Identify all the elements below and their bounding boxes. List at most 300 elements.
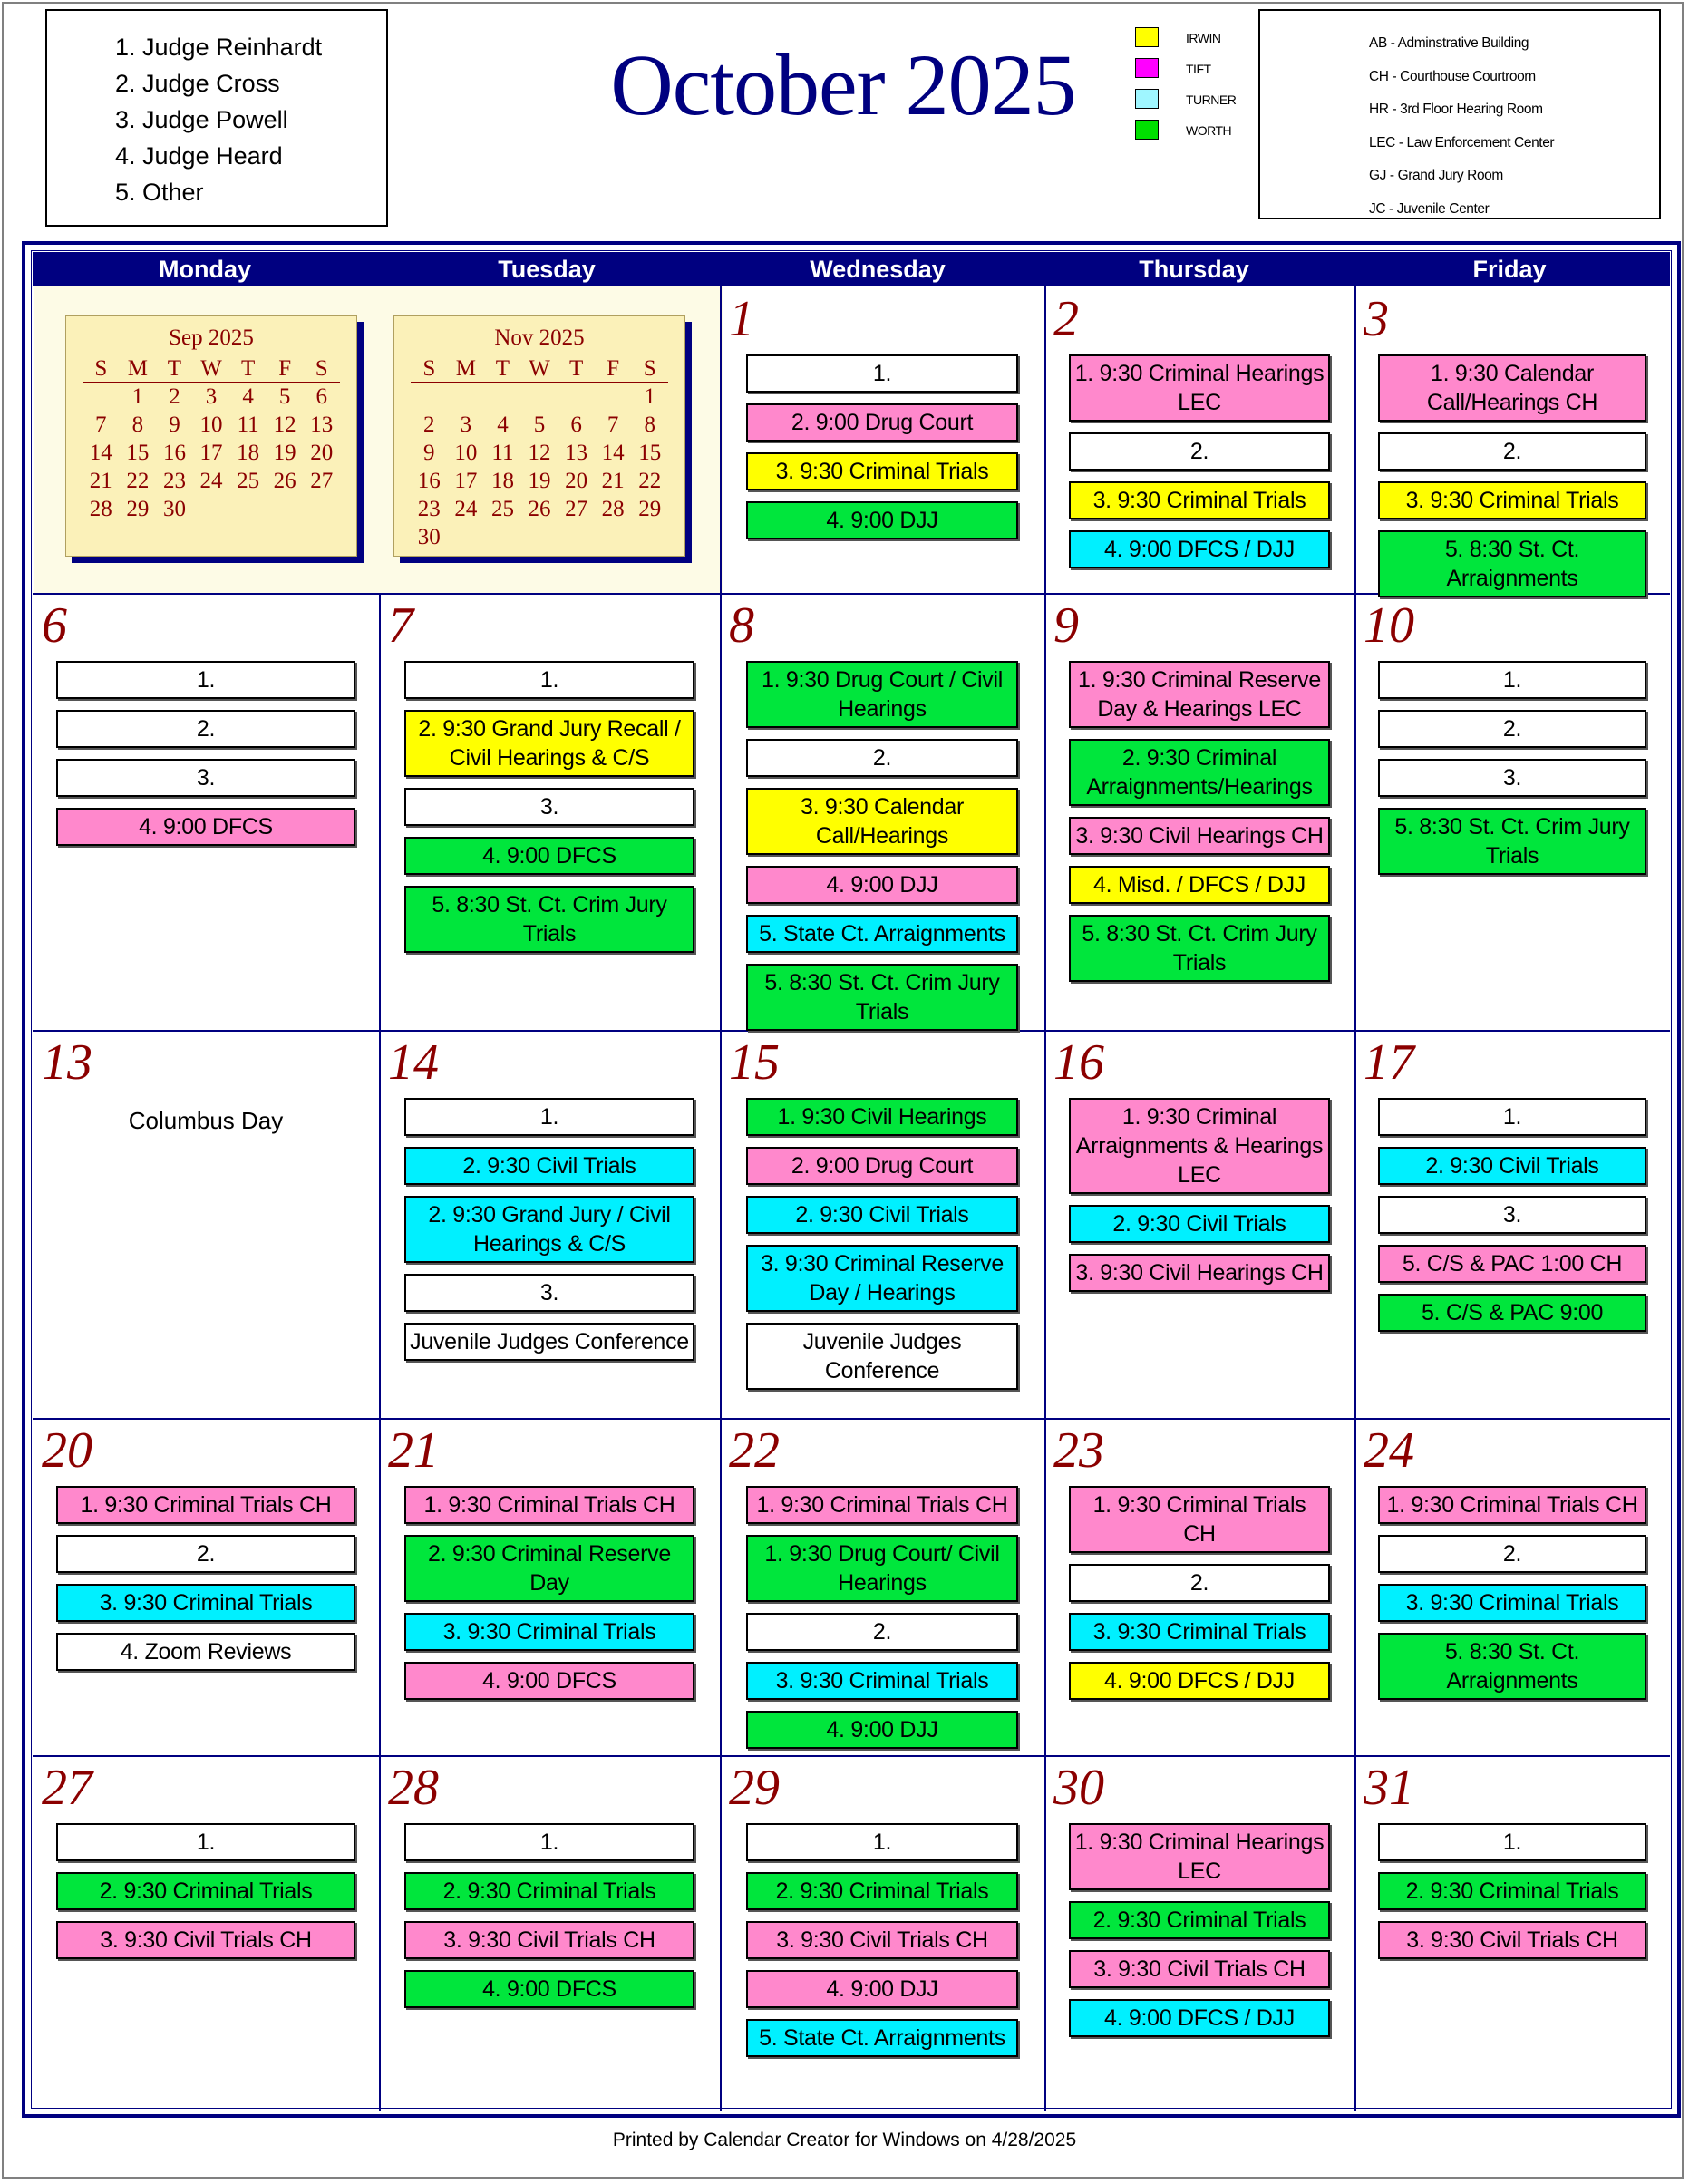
mini-date: 5	[533, 413, 546, 437]
day-number: 20	[42, 1422, 92, 1479]
day-number: 7	[388, 597, 413, 654]
day-number: 8	[729, 597, 754, 654]
mini-dow-label: S	[422, 356, 436, 381]
event-list	[1354, 1486, 1670, 1711]
calendar-event[interactable]: 5. 8:30 St. Ct. Crim Jury Trials	[404, 886, 694, 953]
mini-date	[229, 495, 267, 523]
mini-date: 22	[126, 469, 150, 493]
calendar-event[interactable]: 1. 9:30 Criminal Trials CH	[1378, 1486, 1646, 1524]
mini-date: 27	[565, 497, 588, 521]
mini-date: 7	[95, 413, 107, 437]
county-color-swatch	[1135, 120, 1159, 140]
day-number: 10	[1364, 597, 1414, 654]
mini-date: 15	[126, 441, 150, 465]
calendar-event[interactable]: 2.	[746, 1613, 1018, 1651]
mini-date: 4	[242, 384, 254, 409]
mini-date: 21	[89, 469, 112, 493]
day-cell	[1044, 1418, 1354, 1755]
calendar-event[interactable]: 1. 9:30 Calendar Call/Hearings CH	[1378, 354, 1646, 422]
mini-date	[595, 523, 632, 551]
mini-date: 19	[273, 441, 296, 465]
calendar-event[interactable]: 2. 9:30 Grand Jury / Civil Hearings & C/S	[404, 1196, 694, 1263]
mini-date: 28	[601, 497, 625, 521]
day-cell	[1354, 1755, 1670, 2111]
calendar-event[interactable]: 3. 9:30 Civil Trials CH	[1378, 1921, 1646, 1959]
event-list	[720, 354, 1044, 550]
judge-item: 4. Judge Heard	[115, 142, 283, 170]
holiday-note: Columbus Day	[128, 1107, 284, 1134]
mini-date: 6	[570, 413, 582, 437]
mini-calendar-area	[34, 286, 723, 593]
calendar-event[interactable]: 3. 9:30 Criminal Trials	[746, 452, 1018, 490]
day-cell	[720, 286, 1044, 593]
mini-date: 17	[454, 469, 478, 493]
calendar-event[interactable]: 2. 9:30 Civil Trials	[746, 1196, 1018, 1234]
day-number: 3	[1364, 291, 1389, 347]
mini-dow-label: S	[94, 356, 108, 381]
mini-date	[521, 383, 558, 411]
calendar-event[interactable]: 1. 9:30 Criminal Trials CH	[56, 1486, 355, 1524]
calendar-event[interactable]: 2. 9:30 Civil Trials	[1378, 1147, 1646, 1185]
calendar-event[interactable]: 2. 9:30 Criminal Reserve Day	[404, 1535, 694, 1602]
calendar-event[interactable]: 5. 8:30 St. Ct. Crim Jury Trials	[1069, 915, 1330, 982]
day-cell	[1354, 593, 1670, 1030]
event-list	[1044, 1098, 1354, 1303]
calendar-event[interactable]: Juvenile Judges Conference	[746, 1323, 1018, 1390]
location-item: HR - 3rd Floor Hearing Room	[1369, 102, 1543, 117]
mini-date: 1	[131, 384, 144, 409]
location-item: LEC - Law Enforcement Center	[1369, 134, 1555, 150]
calendar-event[interactable]: 4. 9:00 DFCS / DJJ	[1069, 1999, 1330, 2037]
mini-date: 8	[131, 413, 144, 437]
mini-week-row	[83, 439, 340, 467]
calendar-event[interactable]: 1. 9:30 Drug Court/ Civil Hearings	[746, 1535, 1018, 1602]
day-number: 15	[729, 1034, 780, 1091]
mini-week-row	[83, 495, 340, 523]
mini-dow-label: F	[607, 356, 620, 381]
mini-date	[484, 523, 521, 551]
calendar-event[interactable]: 4. 9:00 DFCS	[56, 808, 355, 846]
event-list	[379, 1486, 720, 1711]
mini-date: 29	[638, 497, 662, 521]
calendar-event[interactable]: 3. 9:30 Civil Hearings CH	[1069, 817, 1330, 855]
mini-date: 14	[89, 441, 112, 465]
calendar-event[interactable]: 1. 9:30 Criminal Hearings LEC	[1069, 1823, 1330, 1890]
day-number: 2	[1053, 291, 1079, 347]
mini-date	[303, 495, 340, 523]
calendar-event[interactable]: 1.	[56, 1823, 355, 1861]
calendar-event[interactable]: 5. C/S & PAC 9:00	[1378, 1294, 1646, 1332]
calendar-event[interactable]: 2.	[56, 710, 355, 748]
mini-date: 2	[169, 384, 180, 409]
day-cell	[720, 1418, 1044, 1755]
mini-date: 3	[460, 413, 472, 437]
event-list	[720, 661, 1044, 1042]
mini-date	[521, 523, 558, 551]
mini-week-row	[411, 467, 668, 495]
mini-week-row	[411, 523, 668, 551]
day-number: 6	[42, 597, 67, 654]
weekday-label: Wednesday	[810, 256, 946, 283]
mini-date: 13	[310, 413, 334, 437]
day-number: 17	[1364, 1034, 1414, 1091]
mini-dow-label: W	[529, 356, 550, 381]
day-cell	[379, 1755, 720, 2111]
day-number: 13	[42, 1034, 92, 1091]
day-number: 29	[729, 1760, 780, 1816]
mini-dow-label: M	[127, 356, 148, 381]
mini-date: 30	[162, 497, 186, 521]
calendar-event[interactable]: 3. 9:30 Criminal Trials	[1069, 1613, 1330, 1651]
judge-item: 1. Judge Reinhardt	[115, 34, 323, 61]
judge-item: 3. Judge Powell	[115, 106, 288, 133]
event-list	[1044, 661, 1354, 993]
mini-date: 23	[417, 497, 441, 521]
day-number: 27	[42, 1760, 92, 1816]
day-cell	[1354, 1030, 1670, 1418]
day-cell	[379, 593, 720, 1030]
mini-calendar-title: Sep 2025	[169, 325, 254, 350]
mini-week-row	[411, 383, 668, 411]
mini-dow-label: T	[240, 356, 256, 381]
mini-date: 1	[644, 384, 655, 409]
mini-calendar-grid	[411, 354, 668, 551]
day-number: 28	[388, 1760, 439, 1816]
mini-date: 25	[490, 497, 514, 521]
calendar-event[interactable]: 2. 9:30 Criminal Trials	[56, 1872, 355, 1910]
weekday-label: Thursday	[1139, 256, 1249, 283]
mini-date: 25	[237, 469, 260, 493]
mini-dow-label: T	[167, 356, 182, 381]
mini-calendar-title: Nov 2025	[494, 325, 585, 350]
mini-week-row	[83, 467, 340, 495]
calendar-event[interactable]: 1.	[1378, 1098, 1646, 1136]
print-footer: Printed by Calendar Creator for Windows on 4/28/2025	[612, 2130, 1077, 2150]
event-list	[1354, 354, 1670, 608]
day-number: 16	[1053, 1034, 1104, 1091]
calendar-event[interactable]: 3. 9:30 Civil Hearings CH	[1069, 1254, 1330, 1292]
calendar-event[interactable]: 2.	[1378, 432, 1646, 471]
calendar-event[interactable]: 4. 9:00 DFCS	[404, 1662, 694, 1700]
calendar-event[interactable]: 3. 9:30 Criminal Trials	[746, 1662, 1018, 1700]
weekday-header	[33, 252, 1670, 286]
day-cell	[33, 1755, 379, 2111]
calendar-event[interactable]: 3. 9:30 Civil Trials CH	[746, 1921, 1018, 1959]
day-number: 22	[729, 1422, 780, 1479]
mini-date: 8	[644, 413, 655, 437]
day-number: 14	[388, 1034, 439, 1091]
mini-date: 14	[601, 441, 625, 465]
calendar-event[interactable]: 3. 9:30 Criminal Trials	[1069, 481, 1330, 519]
calendar-event[interactable]: 2. 9:30 Criminal Trials	[404, 1872, 694, 1910]
calendar-event[interactable]: 4. 9:00 DFCS / DJJ	[1069, 530, 1330, 568]
mini-calendar-grid	[83, 354, 340, 523]
calendar-event[interactable]: 2. 9:30 Criminal Arraignments/Hearings	[1069, 739, 1330, 806]
calendar-event[interactable]: 5. 8:30 St. Ct. Arraignments	[1378, 530, 1646, 597]
calendar-event[interactable]: 1. 9:30 Criminal Arraignments & Hearings LEC	[1069, 1098, 1330, 1194]
mini-date: 19	[528, 469, 551, 493]
calendar-event[interactable]: 2.	[746, 739, 1018, 777]
judge-item: 5. Other	[115, 179, 204, 206]
day-number: 23	[1053, 1422, 1104, 1479]
event-list	[379, 661, 720, 964]
event-list	[1044, 354, 1354, 579]
calendar-event[interactable]: 3.	[1378, 759, 1646, 797]
calendar-event[interactable]: 1.	[1378, 1823, 1646, 1861]
calendar-event[interactable]: 5. 8:30 St. Ct. Crim Jury Trials	[746, 964, 1018, 1031]
calendar-event[interactable]: 2. 9:30 Criminal Trials	[1069, 1901, 1330, 1939]
day-cell	[720, 1030, 1044, 1418]
location-item: GJ - Grand Jury Room	[1369, 168, 1503, 183]
mini-date: 18	[237, 441, 260, 465]
mini-date: 5	[278, 384, 291, 409]
event-list	[379, 1823, 720, 2019]
day-number: 9	[1053, 597, 1079, 654]
mini-week-row	[411, 495, 668, 523]
mini-date: 4	[497, 413, 509, 437]
calendar-event[interactable]: 2.	[1069, 1564, 1330, 1602]
mini-date	[411, 383, 448, 411]
mini-dow-label: T	[495, 356, 510, 381]
calendar-event[interactable]: 3. 9:30 Civil Trials CH	[1069, 1950, 1330, 1988]
location-item: JC - Juvenile Center	[1369, 200, 1490, 217]
mini-date: 10	[199, 413, 223, 437]
mini-date: 29	[126, 497, 150, 521]
calendar-event[interactable]: 4. 9:00 DJJ	[746, 1970, 1018, 2008]
calendar-event[interactable]: 5. State Ct. Arraignments	[746, 2019, 1018, 2057]
mini-date: 9	[169, 413, 180, 437]
calendar-event[interactable]: 2.	[1378, 710, 1646, 748]
calendar-event[interactable]: 1. 9:30 Civil Hearings	[746, 1098, 1018, 1136]
mini-date	[558, 523, 595, 551]
mini-date: 20	[310, 441, 334, 465]
mini-dow-label: F	[278, 356, 292, 381]
calendar-event[interactable]: 1. 9:30 Criminal Trials CH	[404, 1486, 694, 1524]
calendar-event[interactable]: 2.	[56, 1535, 355, 1573]
mini-week-row	[411, 411, 668, 439]
mini-dow-row	[411, 354, 668, 383]
calendar-event[interactable]: 2. 9:30 Criminal Trials	[746, 1872, 1018, 1910]
mini-date: 24	[199, 469, 223, 493]
mini-date	[267, 495, 304, 523]
day-cell	[379, 1030, 720, 1418]
event-list	[720, 1486, 1044, 1760]
mini-date: 9	[423, 441, 435, 465]
mini-date: 15	[638, 441, 662, 465]
calendar-event[interactable]: 4. 9:00 DJJ	[746, 1711, 1018, 1749]
mini-date: 20	[565, 469, 588, 493]
mini-date	[193, 495, 230, 523]
day-number: 30	[1053, 1760, 1104, 1816]
mini-date: 28	[89, 497, 112, 521]
event-list	[720, 1098, 1044, 1401]
day-cell	[379, 1418, 720, 1755]
county-color-swatch	[1135, 89, 1159, 109]
calendar-event[interactable]: 3.	[1378, 1196, 1646, 1234]
mini-date: 30	[417, 525, 441, 549]
calendar-event[interactable]: 4. 9:00 DJJ	[746, 866, 1018, 904]
county-label: TURNER	[1186, 92, 1237, 107]
mini-date: 11	[237, 413, 259, 437]
calendar-event[interactable]: 1.	[404, 1098, 694, 1136]
mini-date: 27	[310, 469, 334, 493]
mini-date: 12	[528, 441, 551, 465]
calendar-event[interactable]: 1.	[746, 354, 1018, 393]
calendar-event[interactable]: 4. Misd. / DFCS / DJJ	[1069, 866, 1330, 904]
day-cell	[720, 593, 1044, 1030]
calendar-event[interactable]: 2. 9:30 Criminal Trials	[1378, 1872, 1646, 1910]
mini-date: 18	[490, 469, 514, 493]
day-number: 31	[1364, 1760, 1414, 1816]
mini-date: 13	[565, 441, 588, 465]
calendar-event[interactable]: 5. 8:30 St. Ct. Arraignments	[1378, 1633, 1646, 1700]
event-list	[33, 1486, 379, 1682]
event-list	[33, 661, 379, 857]
calendar-event[interactable]: 5. C/S & PAC 1:00 CH	[1378, 1245, 1646, 1283]
event-list	[1044, 1486, 1354, 1711]
calendar-event[interactable]: 3. 9:30 Civil Trials CH	[404, 1921, 694, 1959]
calendar-event[interactable]: 1. 9:30 Criminal Trials CH	[746, 1486, 1018, 1524]
calendar-event[interactable]: 3. 9:30 Criminal Trials	[1378, 1584, 1646, 1622]
mini-calendar-next	[393, 315, 685, 557]
page-title: October 2025	[610, 36, 1076, 133]
county-color-swatch	[1135, 58, 1159, 78]
calendar-event[interactable]: 4. 9:00 DFCS / DJJ	[1069, 1662, 1330, 1700]
mini-date: 6	[315, 384, 327, 409]
weekday-label: Monday	[158, 256, 251, 283]
calendar-event[interactable]: 1. 9:30 Criminal Reserve Day & Hearings LEC	[1069, 661, 1330, 728]
month-calendar	[22, 241, 1681, 2118]
mini-date: 10	[454, 441, 478, 465]
event-list	[379, 1098, 720, 1372]
mini-week-row	[411, 439, 668, 467]
event-list	[1044, 1823, 1354, 2048]
calendar-event[interactable]: 3.	[404, 1274, 694, 1312]
mini-date: 23	[162, 469, 186, 493]
mini-date	[448, 523, 485, 551]
mini-date: 11	[491, 441, 514, 465]
county-label: WORTH	[1186, 123, 1232, 138]
location-item: CH - Courthouse Courtroom	[1369, 68, 1536, 84]
day-cell	[33, 593, 379, 1030]
mini-week-row	[83, 411, 340, 439]
calendar-event[interactable]: 1. 9:30 Criminal Trials CH	[1069, 1486, 1330, 1553]
mini-date: 26	[528, 497, 551, 521]
calendar-event[interactable]: 3. 9:30 Calendar Call/Hearings	[746, 788, 1018, 855]
mini-date: 26	[273, 469, 296, 493]
calendar-event[interactable]: 1.	[404, 661, 694, 699]
calendar-event[interactable]: Juvenile Judges Conference	[404, 1323, 694, 1361]
mini-date	[484, 383, 521, 411]
weekday-label: Friday	[1472, 256, 1547, 283]
mini-date: 7	[607, 413, 619, 437]
day-number: 1	[729, 291, 754, 347]
calendar-event[interactable]: 3.	[56, 759, 355, 797]
mini-date	[448, 383, 485, 411]
mini-date	[631, 523, 668, 551]
county-label: TIFT	[1186, 62, 1211, 76]
mini-date: 22	[638, 469, 662, 493]
mini-date	[83, 383, 120, 411]
judges-legend	[45, 9, 388, 227]
calendar-event[interactable]: 5. 8:30 St. Ct. Crim Jury Trials	[1378, 808, 1646, 875]
calendar-event[interactable]: 4. Zoom Reviews	[56, 1633, 355, 1671]
day-cell	[1044, 1030, 1354, 1418]
county-label: IRWIN	[1186, 31, 1221, 45]
county-color-swatch	[1135, 27, 1159, 47]
mini-date: 16	[162, 441, 186, 465]
day-cell	[1044, 1755, 1354, 2111]
calendar-event[interactable]: 1.	[1378, 661, 1646, 699]
weekday-label: Tuesday	[498, 256, 596, 283]
location-item: AB - Adminstrative Building	[1369, 35, 1529, 51]
mini-dow-label: W	[200, 356, 222, 381]
calendar-event[interactable]: 4. 9:00 DFCS	[404, 837, 694, 875]
day-cell	[1354, 1418, 1670, 1755]
calendar-event[interactable]: 3. 9:30 Criminal Reserve Day / Hearings	[746, 1245, 1018, 1312]
day-cell	[1044, 593, 1354, 1030]
mini-date	[595, 383, 632, 411]
calendar-event[interactable]: 1.	[404, 1823, 694, 1861]
calendar-event[interactable]: 3. 9:30 Civil Trials CH	[56, 1921, 355, 1959]
mini-date: 21	[601, 469, 625, 493]
day-number: 24	[1364, 1422, 1414, 1479]
day-cell	[33, 1418, 379, 1755]
event-list	[1354, 1098, 1670, 1343]
day-cell	[1354, 286, 1670, 593]
day-cell	[33, 1030, 379, 1418]
mini-dow-row	[83, 354, 340, 383]
mini-calendar-previous	[65, 315, 357, 557]
calendar-event[interactable]: 1. 9:30 Drug Court / Civil Hearings	[746, 661, 1018, 728]
calendar-event[interactable]: 5. State Ct. Arraignments	[746, 915, 1018, 953]
event-list	[720, 1823, 1044, 2068]
event-list	[33, 1098, 379, 1135]
event-list	[1354, 661, 1670, 886]
calendar-event[interactable]: 3. 9:30 Criminal Trials	[1378, 481, 1646, 519]
mini-dow-label: M	[455, 356, 476, 381]
mini-date: 12	[273, 413, 296, 437]
day-number: 21	[388, 1422, 439, 1479]
calendar-event[interactable]: 1.	[746, 1823, 1018, 1861]
mini-date: 3	[205, 384, 218, 409]
mini-week-row	[83, 383, 340, 411]
calendar-event[interactable]: 3. 9:30 Criminal Trials	[56, 1584, 355, 1622]
event-list	[1354, 1823, 1670, 1970]
location-legend	[1258, 9, 1661, 219]
calendar-event[interactable]: 4. 9:00 DFCS	[404, 1970, 694, 2008]
calendar-event[interactable]: 2. 9:30 Civil Trials	[404, 1147, 694, 1185]
calendar-event[interactable]: 2.	[1069, 432, 1330, 471]
mini-dow-label: S	[315, 356, 328, 381]
calendar-event[interactable]: 2.	[1378, 1535, 1646, 1573]
calendar-event[interactable]: 2. 9:00 Drug Court	[746, 1147, 1018, 1185]
calendar-event[interactable]: 2. 9:30 Civil Trials	[1069, 1205, 1330, 1243]
mini-date: 24	[454, 497, 478, 521]
mini-dow-label: S	[643, 356, 656, 381]
calendar-event[interactable]: 1. 9:30 Criminal Hearings LEC	[1069, 354, 1330, 422]
calendar-event[interactable]: 2. 9:00 Drug Court	[746, 403, 1018, 442]
mini-date: 16	[417, 469, 441, 493]
calendar-event[interactable]: 4. 9:00 DJJ	[746, 501, 1018, 539]
judge-item: 2. Judge Cross	[115, 70, 280, 97]
day-cell	[720, 1755, 1044, 2111]
calendar-event[interactable]: 1.	[56, 661, 355, 699]
mini-date: 2	[423, 413, 435, 437]
calendar-event[interactable]: 2. 9:30 Grand Jury Recall / Civil Hearings & C/S	[404, 710, 694, 777]
calendar-event[interactable]: 3.	[404, 788, 694, 826]
calendar-event[interactable]: 3. 9:30 Criminal Trials	[404, 1613, 694, 1651]
